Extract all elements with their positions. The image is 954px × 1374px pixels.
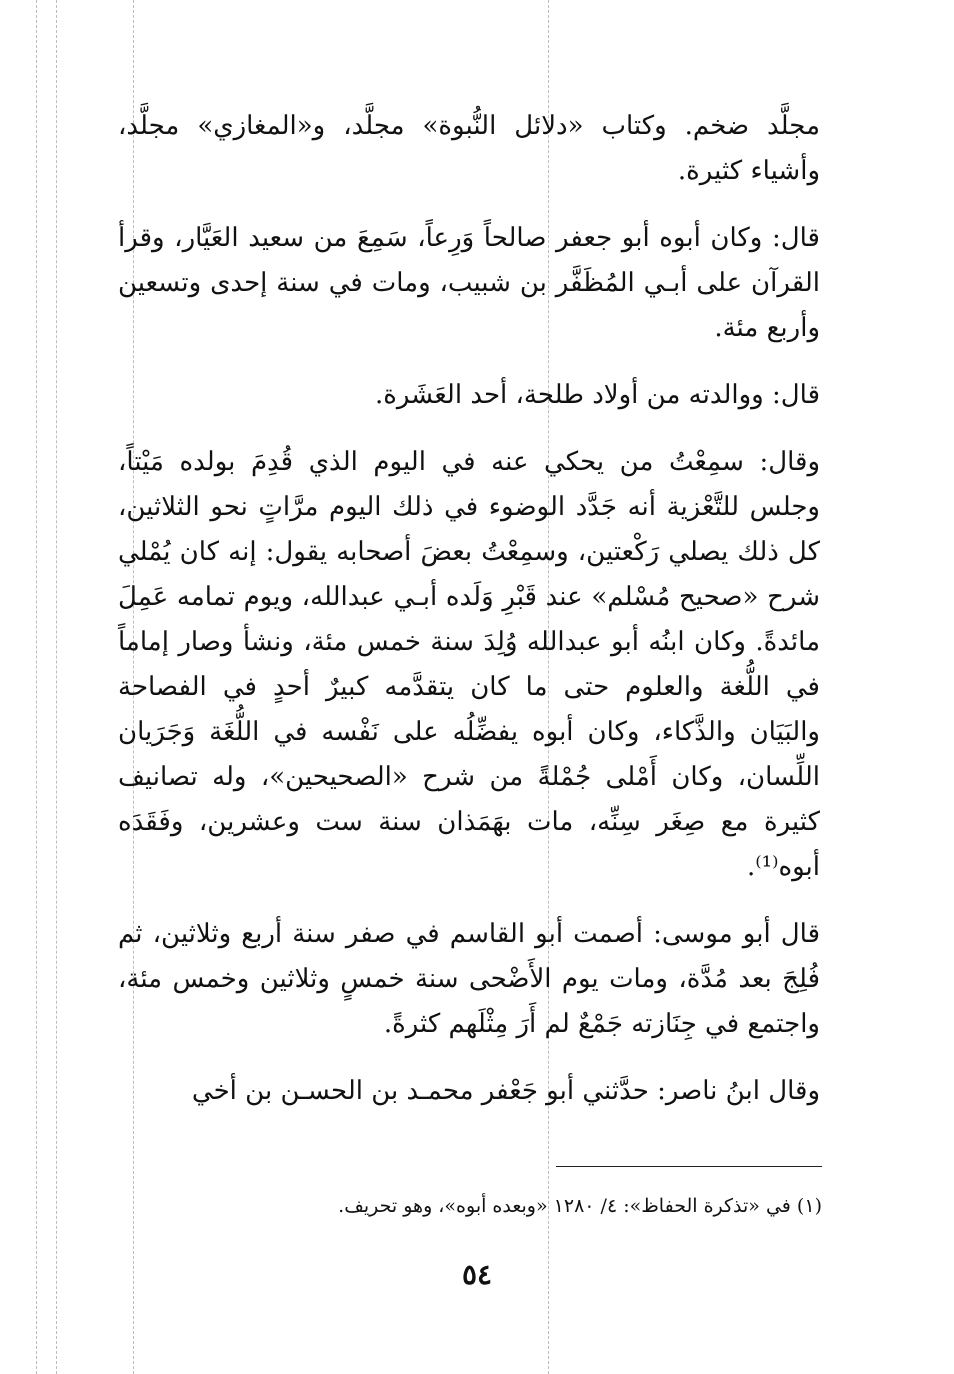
scan-guide-line [36, 0, 37, 1374]
scan-guide-line [56, 0, 57, 1374]
footnote: (١) في «تذكرة الحفاظ»: ٤/ ١٢٨٠ «وبعده أبوه»، وهو تحريف. [338, 1195, 822, 1217]
paragraph: قال: ووالدته من أولاد طلحة، أحد العَشَرة. [374, 380, 820, 410]
paragraph: مجلَّد ضخم. وكتاب «دلائل النُّبوة» مجلَّد، و«المغازي» مجلَّد، وأشياء كثيرة. [118, 111, 820, 186]
paragraph: وقال: سمِعْتُ من يحكي عنه في اليوم الذي قُدِمَ بولده مَيْتاً، وجلس للتَّعْزية أنه جَدَّد الوضوء في ذلك اليوم مرَّاتٍ نحو الثلاثين، كل ذلك يصلي رَكْعتين، وسمِعْتُ بعضَ أصحابه يقول: إنه كان يُمْلي شرح «صحيح مُسْلم» عند قَبْرِ وَلَده أبـي عبدالله، ويوم تمامه عَمِلَ مائدةً. وكان ابنُه أبو عبدالله وُلِدَ سنة خمس مئة، ونشأ وصار إماماً في اللُّغة والعلوم حتى ما كان يتقدَّمه كبيرٌ أحدٍ في الفصاحة والبَيَان والذَّكاء، وكان أبوه يفضِّلُه على نَفْسه في اللُّغَة وَجَرَيان اللِّسان، وكان أَمْلى جُمْلةً من شرح «الصحيحين»، وله تصانيف كثيرة مع صِغَر سِنِّه، مات بهَمَذان سنة ست وعشرين، وفَقَدَه أبوه⁽¹⁾. [118, 447, 820, 882]
paragraph: وقال ابنُ ناصر: حدَّثني أبو جَعْفر محمـد بن الحسـن بن أخي [191, 1076, 820, 1106]
page-body [118, 104, 820, 1136]
footnote-separator [556, 1166, 822, 1167]
page-number: ٥٤ [461, 1258, 493, 1291]
paragraph: قال أبو موسى: أصمت أبو القاسم في صفر سنة أربع وثلاثين، ثم فُلِجَ بعد مُدَّة، ومات يوم الأَضْحى سنة خمسٍ وثلاثين وخمس مئة، واجتمع في جِنَازته جَمْعٌ لم أَرَ مِثْلَهم كثرةً. [118, 919, 820, 1039]
paragraph: قال: وكان أبوه أبو جعفر صالحاً وَرِعاً، سَمِعَ من سعيد العَيَّار، وقرأ القرآن على أبـي المُظَفَّر بن شبيب، ومات في سنة إحدى وتسعين وأربع مئة. [118, 223, 820, 343]
